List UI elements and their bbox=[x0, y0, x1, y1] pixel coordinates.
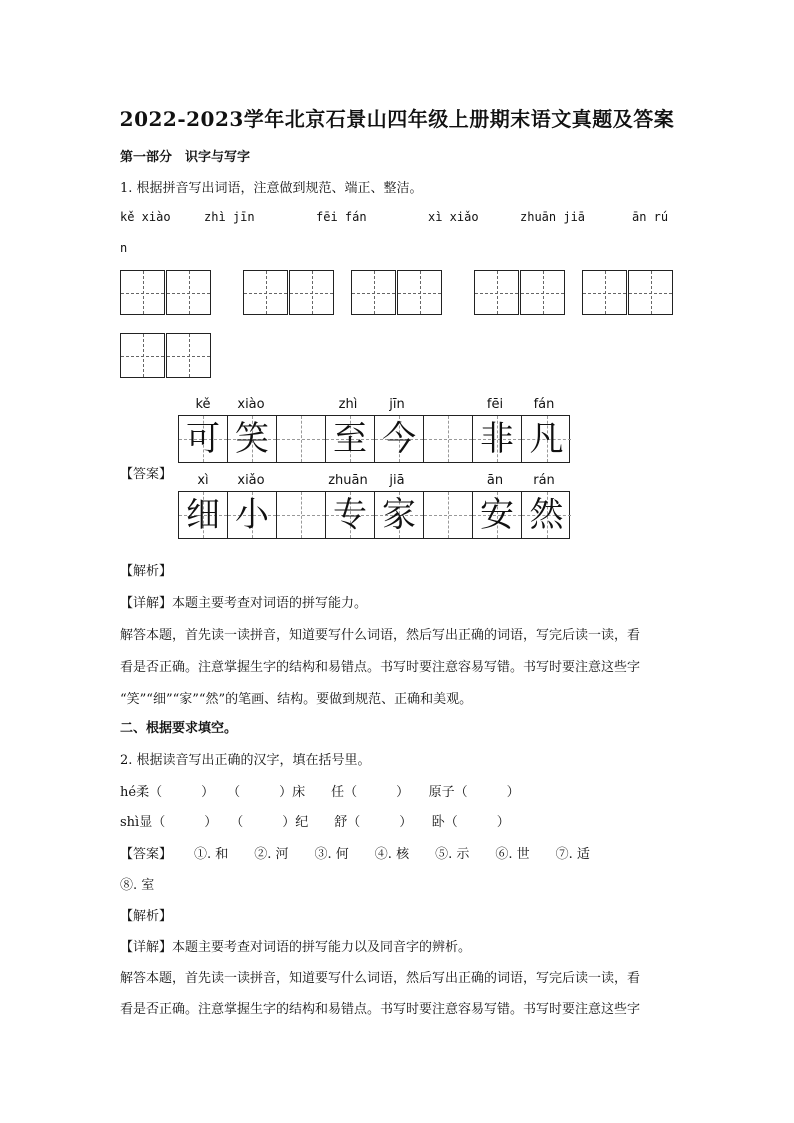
question-2: 2. 根据读音写出正确的汉字，填在括号里。 bbox=[120, 753, 371, 768]
answer-char: 可 bbox=[186, 419, 220, 459]
writing-grid-cell[interactable] bbox=[120, 270, 165, 315]
answer-pinyin: xiào bbox=[237, 397, 265, 412]
explanation-line: 解答本题，首先读一读拼音，知道要写什么词语，然后写出正确的词语，写完后读一读，看 bbox=[120, 628, 641, 643]
analysis-label: 【解析】 bbox=[120, 909, 173, 924]
answer-char: 至 bbox=[333, 419, 367, 459]
explanation-line: 看是否正确。注意掌握生字的结构和易错点。书写时要注意容易写错。书写时要注意这些字 bbox=[120, 1002, 641, 1017]
writing-grid-cell[interactable] bbox=[582, 270, 627, 315]
writing-grid-cell[interactable] bbox=[120, 333, 165, 378]
part-one-heading: 第一部分 识字与写字 bbox=[120, 150, 251, 165]
answer-char: 专 bbox=[333, 495, 367, 535]
answer-pinyin: xì bbox=[197, 473, 209, 488]
answer-line bbox=[120, 843, 590, 862]
question-1: 1. 根据拼音写出词语，注意做到规范、端正、整洁。 bbox=[120, 181, 423, 196]
pinyin-prompt-4: xì xiǎo bbox=[428, 210, 479, 224]
answer-char: 凡 bbox=[529, 419, 564, 459]
detail-text: 本题主要考查对词语的拼写能力以及同音字的辨析。 bbox=[172, 940, 472, 955]
explanation-line: 解答本题，首先读一读拼音，知道要写什么词语，然后写出正确的词语，写完后读一读，看 bbox=[120, 971, 641, 986]
answer-char: 笑 bbox=[235, 419, 269, 459]
page-title: 2022-2023学年北京石景山四年级上册期末语文真题及答案 bbox=[119, 107, 675, 131]
answer-pinyin: zhuān bbox=[328, 473, 368, 488]
pinyin-prompt-3: fēi fán bbox=[316, 210, 367, 224]
answer-pinyin: jiā bbox=[389, 473, 405, 488]
detail-line bbox=[120, 936, 471, 955]
writing-grid-cell[interactable] bbox=[474, 270, 519, 315]
writing-grid-cell[interactable] bbox=[166, 270, 211, 315]
answer-pinyin: kě bbox=[195, 397, 211, 412]
writing-grid-cell[interactable] bbox=[243, 270, 288, 315]
writing-grid-cell[interactable] bbox=[166, 333, 211, 378]
answer-grid-row-2 bbox=[178, 491, 570, 539]
explanation-line: 看是否正确。注意掌握生字的结构和易错点。书写时要注意容易写错。书写时要注意这些字 bbox=[120, 660, 641, 675]
answer-pinyin: fēi bbox=[486, 397, 504, 412]
pinyin-prompt-1: kě xiào bbox=[120, 210, 171, 224]
answer-char: 然 bbox=[529, 495, 564, 535]
answer-pinyin: zhì bbox=[338, 397, 358, 412]
answer-text: ①. 和 ②. 河 ③. 何 ④. 核 ⑤. 示 ⑥. 世 ⑦. 适 bbox=[194, 847, 590, 862]
answer-pinyin: jīn bbox=[389, 397, 405, 412]
writing-grid-cell[interactable] bbox=[351, 270, 396, 315]
answer-pinyin: ān bbox=[486, 473, 504, 488]
answer-grid-row-1 bbox=[178, 415, 570, 463]
detail-label: 【详解】 bbox=[120, 940, 173, 955]
pinyin-prompt-wrap: n bbox=[120, 241, 128, 255]
answer-char: 安 bbox=[480, 495, 514, 535]
answer-char: 细 bbox=[186, 495, 220, 535]
pinyin-prompt-6: ān rú bbox=[632, 210, 669, 224]
answer-text-continued: ⑧. 室 bbox=[120, 878, 155, 893]
detail-line bbox=[120, 592, 367, 611]
detail-text: 本题主要考查对词语的拼写能力。 bbox=[172, 596, 368, 611]
answer-pinyin: rán bbox=[533, 473, 555, 488]
answer-pinyin: fán bbox=[533, 397, 555, 412]
detail-label: 【详解】 bbox=[120, 596, 173, 611]
fill-blank-line-2: shì显（ ） （ ）纪 舒（ ） 卧（ ） bbox=[120, 815, 510, 830]
answer-label: 【答案】 bbox=[120, 847, 173, 862]
pinyin-prompt-5: zhuān jiā bbox=[520, 210, 586, 224]
part-two-heading: 二、根据要求填空。 bbox=[120, 721, 238, 736]
explanation-line: “笑”“细”“家”“然”的笔画、结构。要做到规范、正确和美观。 bbox=[120, 692, 473, 707]
writing-grid-cell[interactable] bbox=[289, 270, 334, 315]
writing-grid-cell[interactable] bbox=[397, 270, 442, 315]
answer-pinyin: xiǎo bbox=[237, 473, 265, 488]
pinyin-prompt-2: zhì jīn bbox=[204, 210, 255, 224]
answer-char: 非 bbox=[480, 419, 514, 459]
answer-char: 今 bbox=[382, 419, 416, 459]
writing-grid-cell[interactable] bbox=[520, 270, 565, 315]
analysis-label: 【解析】 bbox=[120, 564, 173, 579]
answer-label: 【答案】 bbox=[120, 467, 173, 482]
fill-blank-line-1: hé柔（ ） （ ）床 任（ ） 原子（ ） bbox=[120, 785, 520, 800]
answer-char: 小 bbox=[235, 495, 269, 535]
answer-char: 家 bbox=[382, 495, 416, 535]
writing-grid-cell[interactable] bbox=[628, 270, 673, 315]
